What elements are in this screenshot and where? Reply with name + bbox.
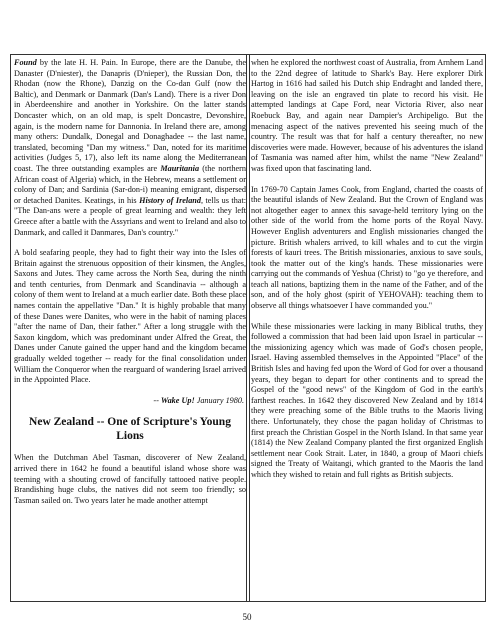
right-column bbox=[251, 58, 483, 491]
section-heading: New Zealand -- One of Scripture's Young Lions bbox=[29, 416, 231, 442]
byline-date: January 1980. bbox=[196, 395, 244, 405]
page-number: 50 bbox=[242, 612, 252, 622]
text-segment: (the northern African coast of Algeria) which, in the Hebrew, means a settlement or colony of Dan; and Sardinia (Sar-don-i) meaning emigrant, dispersed or detached Danites. Keatings, in his bbox=[14, 163, 247, 205]
text-segment: by the late H. H. Pain. In Europe, there are the Danube, the Danaster (D'niester), the Danapris (D'nieper), the Russian Don, the Rhodan (now the Rhone), Danzig on the Co-dan Gulf (now the Baltic), and Denmark or Danmark (Dan's Land). There is a river Don in Aberdeenshire and another in Yorkshire. On the latter stands Doncaster which, on an old map, is spelt Doncastre, Devonshire, again, is the modern name for Dannonia. In Ireland there are, among many others: Dundalk, Donegal and Donaghadee -- the last name, translated, becoming "Dan my witness." Dan, noted for its maritime activities (Judges 5, 17), also left its name along the Mediterranean coast. The three outstanding examples are bbox=[14, 58, 246, 173]
lead-word: Found bbox=[14, 58, 37, 67]
paragraph-captain-cook: In 1769-70 Captain James Cook, from England, charted the coasts of the beautiful islands of New Zealand. But the Crown of England was not altogether eager to annex this savage-held territory lying on the other side of the world from the home ports of the Royal Navy. However English adventurers and English missionaries changed the picture. British whalers arrived, to kill whales and to cut the virgin forests of kauri trees. The British missionaries, anxious to save souls, took the matter out of the king's hands. These missionaries were carrying out the commands of Yeshua (Christ) to "go ye therefore, and teach all nations, baptizing them in the name of the Father, and of the son, and of the holy ghost (spirit of YEHOVAH): teaching them to observe all things whatsoever I have commanded you." bbox=[251, 184, 483, 311]
paragraph-dan-place-names bbox=[14, 58, 246, 238]
paragraph-northwest-coast: when he explored the northwest coast of Australia, from Arnhem Land to the 22nd degree of latitude to Shark's Bay. Here explorer Dirk Hartog in 1616 had sailed his Dutch ship Endraght and landed there, leaving on the isle an engraved tin plate to record his visit. He attempted landings at Cape Ford, near Victoria River, also near Roebuck Bay, and again near Dampier's Archipeligo. But the menacing aspect of the natives prevented his seeing much of the country. The result was that for half a century thereafter, no new discoveries were made. However, because of his adventures the island of Tasmania was named after him, whilst the name "New Zealand" was fixed upon that fascinating land. bbox=[251, 58, 483, 173]
article-byline bbox=[14, 396, 244, 407]
book-title: History of Ireland bbox=[139, 195, 201, 205]
paragraph-tasman: When the Dutchman Abel Tasman, discoverer of New Zealand, arrived there in 1642 he found a beautiful island whose shore was teeming with a shouting crowd of fancifully tattooed native people. Brandishing huge clubs, the natives did not seem too friendly; so Tasman sailed on. Two years later he made another attempt bbox=[14, 453, 246, 505]
emphasis-mauritania: Mauritania bbox=[160, 163, 200, 173]
left-column bbox=[14, 58, 246, 516]
text-segment: , tells us that: "The Dan-ans were a people of great learning and wealth: they left Greece after a battle with the Assyrians and went to Ireland and also to Danmark, and called it Danmares, Dan's country." bbox=[14, 195, 246, 237]
paragraph-missionaries: While these missionaries were lacking in many Biblical truths, they followed a commission that had been laid upon Israel in particular -- the missionizing agency which was made of God's chosen people, Israel. Having assembled themselves in the Appointed "Place" of the British Isles and having fed upon the Word of God for over a thousand years, they began to depart for other continents and to spread the Gospel of the "good news" of the Kingdom of God in the earth's farthest reaches. In 1642 they discovered New Zealand and by 1814 they were preaching some of the Bible truths to the Maoris living there. Unfortunately, they chose the pagan holiday of Christmas to first preach the Christian Gospel in the North Island. In that same year (1814) the New Zealand Company planted the first organized English settlement near Cook Strait. Later, in 1840, a group of Maori chiefs signed the Treaty of Waitangi, which granted to the Maoris the land which they wished to retain and full rights as British subjects. bbox=[251, 321, 483, 479]
paragraph-seafaring-people: A bold seafaring people, they had to fight their way into the Isles of Britain against the strenuous opposition of their kinsmen, the Angles, Saxons and Jutes. They came across the North Sea, during the ninth and tenth centuries, from Denmark and Scandinavia -- although a colony of them went to Ireland at a much earlier date. Both these place names contain the appellative "Dan." It is highly probable that many of these Danes were Danites, who were in the habit of naming places "after the name of Dan, their father." After a long struggle with the Saxon kingdom, which was predominant under Alfred the Great, the Danes under Canute gained the upper hand and the kingdom became gradually welded together -- ready for the final consolidation under William the Conqueror when the rearguard of wandering Israel arrived in the Appointed Place. bbox=[14, 248, 246, 385]
byline-source: -- Wake Up! bbox=[153, 395, 197, 405]
